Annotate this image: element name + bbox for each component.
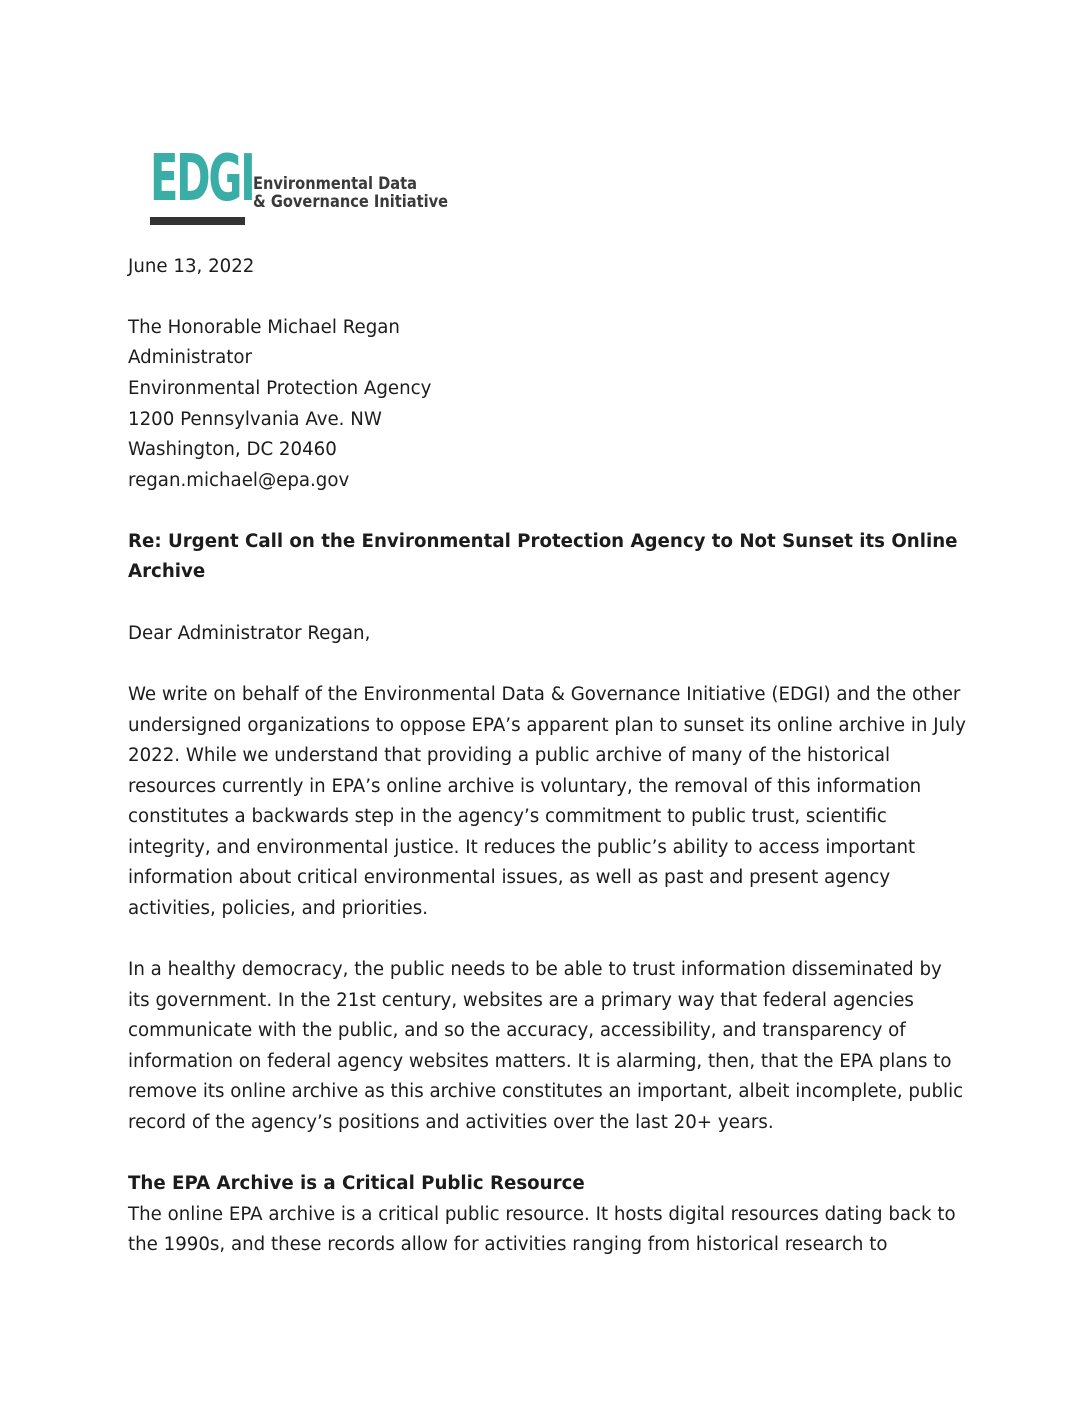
- logo-line-1: Environmental Data: [253, 174, 417, 194]
- recipient-title: Administrator: [128, 347, 252, 369]
- edgi-logo: [150, 142, 450, 228]
- logo-mark: EDGI: [150, 142, 254, 216]
- logo-underline-bar: [150, 217, 245, 225]
- logo-line-2: & Governance Initiative: [253, 192, 449, 212]
- salutation: Dear Administrator Regan,: [128, 622, 371, 644]
- letter-body: [128, 252, 968, 1261]
- recipient-name: The Honorable Michael Regan: [128, 316, 400, 338]
- section-heading: The EPA Archive is a Critical Public Resource: [128, 1173, 585, 1195]
- subject-line: Re: Urgent Call on the Environmental Protection Agency to Not Sunset its Online Archive: [128, 530, 958, 583]
- recipient-agency: Environmental Protection Agency: [128, 377, 432, 399]
- letter-date: June 13, 2022: [128, 256, 255, 277]
- body-paragraph-2: In a healthy democracy, the public needs to be able to trust information disseminated by its government. In the 21st century, websites are a primary way that federal agencies communicate with the public, and so the accuracy, accessibility, and transparency of information on federal agency websites matters. It is alarming, then, that the EPA plans to remove its online archive as this archive constitutes an important, albeit incomplete, public record of the agency’s positions and activities over the last 20+ years.: [128, 959, 964, 1133]
- recipient-city: Washington, DC 20460: [128, 439, 337, 461]
- recipient-email: regan.michael@epa.gov: [128, 470, 350, 492]
- recipient-street: 1200 Pennsylvania Ave. NW: [128, 408, 382, 430]
- section-paragraph: The online EPA archive is a critical public resource. It hosts digital resources dating back to the 1990s, and these records allow for activities ranging from historical research to: [128, 1203, 956, 1256]
- logo-wordmark: [253, 175, 448, 211]
- recipient-address: [128, 313, 968, 497]
- body-paragraph-1: We write on behalf of the Environmental Data & Governance Initiative (EDGI) and the other undersigned organizations to oppose EPA’s apparent plan to sunset its online archive in July 2022. While we understand that providing a public archive of many of the historical resources currently in EPA’s online archive is voluntary, the removal of this information constitutes a backwards step in the agency’s commitment to public trust, scientific integrity, and environmental justice. It reduces the public’s ability to access important information about critical environmental issues, as well as past and present agency activities, policies, and priorities.: [128, 684, 966, 919]
